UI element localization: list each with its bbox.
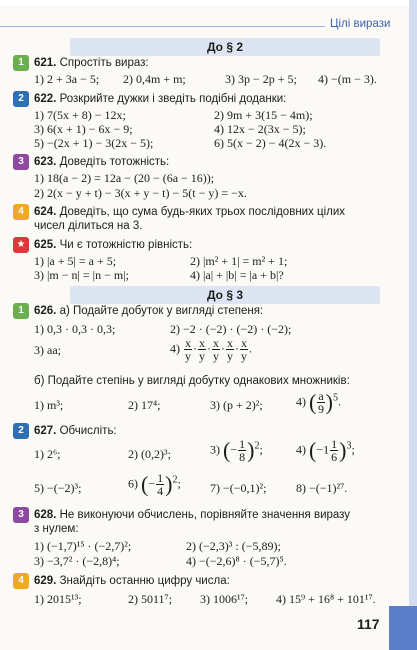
problem-number: 624. xyxy=(34,206,57,218)
problem-625 xyxy=(34,238,192,252)
problem-number: 626. xyxy=(34,305,57,317)
problem-text: а) Подайте добуток у вигляді степеня: xyxy=(59,305,264,317)
item: 8) −(−1)²⁷. xyxy=(296,481,348,495)
item: 4) −(m − 3). xyxy=(318,72,377,86)
item: 6) 5(x − 2) − 4(2x − 3). xyxy=(214,136,327,150)
star-badge: ★ xyxy=(13,237,29,253)
problem-text: Спростіть вираз: xyxy=(59,57,149,69)
level-badge-4: 4 xyxy=(13,573,29,589)
problem-number: 628. xyxy=(34,509,57,521)
problem-623 xyxy=(34,155,169,169)
problem-text: Не виконуючи обчислень, порівняйте значення виразу xyxy=(59,509,351,521)
problem-subtext: б) Подайте степінь у вигляді добутку однакових множників: xyxy=(34,375,350,387)
item: 5) −(−2)³; xyxy=(34,481,82,495)
problem-number: 625. xyxy=(34,239,57,251)
item-fraction-product: 4) $\frac{x}{y}$ · $\frac{x}{y}$ · $\frac{x}{y}$ · $\frac{x}{y}$ · $\frac{x}{y}$ . xyxy=(170,336,252,363)
item: 1) 7(5x + 8) − 12x; xyxy=(34,108,126,122)
item: 1) |a + 5| = a + 5; xyxy=(34,254,117,268)
top-stripe xyxy=(0,0,417,5)
problem-text: Доведіть тотожність: xyxy=(59,156,170,168)
item-fraction: 6) (− $\frac{1}{4}$ )$^2$; xyxy=(128,471,181,498)
problem-627 xyxy=(34,424,117,438)
item: 1) 2015¹³; xyxy=(34,592,82,606)
level-badge-1: 1 xyxy=(13,303,29,319)
problem-number: 629. xyxy=(34,575,57,587)
problem-text: Знайдіть останню цифру числа: xyxy=(59,575,230,587)
level-badge-2: 2 xyxy=(13,423,29,439)
item: 2) −2 · (−2) · (−2) · (−2); xyxy=(170,322,292,336)
item: 3) aa; xyxy=(34,343,61,357)
item: 2) 2(x − y + t) − 3(x + y − t) − 5(t − y) = −x. xyxy=(34,186,247,200)
item: 2) 5011⁷; xyxy=(128,592,173,606)
item-fraction-power: 4) ( $\frac{a}{9}$ )$^5$. xyxy=(296,389,341,416)
item: 3) 1006¹⁷; xyxy=(200,592,249,606)
running-header: Цілі вирази xyxy=(330,18,391,30)
section-heading-3: До § 3 xyxy=(70,286,380,304)
item: 3) |m − n| = |n − m|; xyxy=(34,268,129,282)
problem-text: Обчисліть: xyxy=(59,425,117,437)
item: 5) −(2x + 1) − 3(2x − 5); xyxy=(34,136,154,150)
item: 1) (−1,7)¹⁵ · (−2,7)²; xyxy=(34,539,132,553)
level-badge-1: 1 xyxy=(13,55,29,71)
item: 2) 9m + 3(15 − 4m); xyxy=(214,108,313,122)
level-badge-3: 3 xyxy=(13,507,29,523)
item: 2) (−2,3)³ : (−5,89); xyxy=(186,539,281,553)
item: 1) 0,3 · 0,3 · 0,3; xyxy=(34,322,116,336)
item: 1) 18(a − 2) = 12a − (20 − (6a − 16)); xyxy=(34,171,215,185)
level-badge-3: 3 xyxy=(13,154,29,170)
problem-text: Розкрийте дужки і зведіть подібні доданки: xyxy=(59,93,287,105)
section-heading-2: До § 2 xyxy=(70,38,380,56)
problem-622 xyxy=(34,92,286,106)
item: 3) −3,7² · (−2,8)⁴; xyxy=(34,554,120,568)
item: 2) (0,2)³; xyxy=(128,447,171,461)
item: 2) |m² + 1| = m² + 1; xyxy=(190,254,288,268)
level-badge-4: 4 xyxy=(13,204,29,220)
problem-number: 622. xyxy=(34,93,57,105)
level-badge-2: 2 xyxy=(13,91,29,107)
item: 3) 6(x + 1) − 6x − 9; xyxy=(34,122,133,136)
item-fraction: 3) (− $\frac{1}{8}$ )$^2$; xyxy=(210,437,263,464)
item: 1) 2 + 3a − 5; xyxy=(34,72,100,86)
problem-621 xyxy=(34,56,149,70)
problem-628 xyxy=(34,508,350,522)
problem-text-cont: з нулем: xyxy=(34,523,79,535)
problem-626 xyxy=(34,304,263,318)
item: 3) 3p − 2p + 5; xyxy=(225,72,297,86)
problem-624 xyxy=(34,205,345,219)
item: 4) 15⁹ + 16⁸ + 101¹⁷. xyxy=(276,592,376,606)
problem-text-cont: чисел ділиться на 3. xyxy=(34,220,143,232)
item-fraction: 4) (−1 $\frac{1}{6}$ )$^3$; xyxy=(296,437,355,464)
item: 4) 12x − 2(3x − 5); xyxy=(214,122,306,136)
item: 4) |a| + |b| = |a + b|? xyxy=(190,268,284,282)
item: 2) 17⁴; xyxy=(128,398,161,412)
problem-number: 621. xyxy=(34,57,57,69)
item: 4) −(−2,6)⁸ · (−5,7)⁵. xyxy=(186,554,287,568)
item: 1) m³; xyxy=(34,398,64,412)
problem-number: 623. xyxy=(34,156,57,168)
header-rule xyxy=(0,26,325,27)
page-number: 117 xyxy=(357,616,380,632)
page-edge-bar xyxy=(409,0,417,650)
item: 7) −(−0,1)²; xyxy=(210,481,267,495)
problem-629 xyxy=(34,574,230,588)
item: 2) 0,4m + m; xyxy=(123,72,186,86)
item: 3) (p + 2)²; xyxy=(210,398,263,412)
page-number-tab xyxy=(389,606,417,650)
item: 1) 2⁶; xyxy=(34,447,61,461)
problem-text: Чи є тотожністю рівність: xyxy=(59,239,193,251)
problem-number: 627. xyxy=(34,425,57,437)
problem-text: Доведіть, що сума будь-яких трьох послідовних цілих xyxy=(59,206,346,218)
